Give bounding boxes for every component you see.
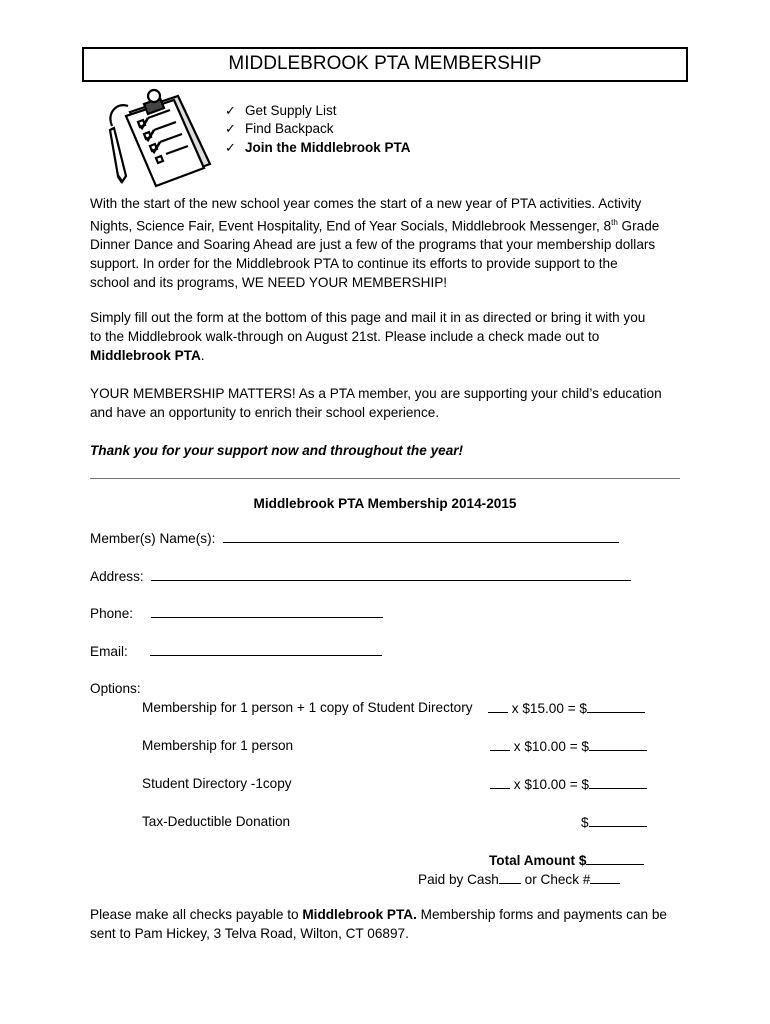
page-title: MIDDLEBROOK PTA MEMBERSHIP <box>228 53 542 74</box>
intro-paragraph: With the start of the new school year comes the start of a new year of PTA activities. Activity Nights, Science Fair, Event Hospitality, End of Year Socials, Middlebrook Messenger, 8th Grade Dinner Dance and Soaring Ahead are just a few of the programs that your membership dollars support. In order for the Middlebrook PTA to continue its efforts to provide support to the school and its programs, WE NEED YOUR MEMBERSHIP! <box>90 196 660 290</box>
checklist-item: ✓ Join the Middlebrook PTA <box>225 140 411 155</box>
option-label: Membership for 1 person <box>142 738 294 753</box>
member-names-row <box>90 530 619 546</box>
quantity-field[interactable] <box>490 776 510 789</box>
checkmark-icon: ✓ <box>225 103 236 118</box>
option-price-row: x $10.00 = $ <box>490 776 647 792</box>
option-label: Membership for 1 person + 1 copy of Student Directory <box>142 700 473 715</box>
address-field[interactable] <box>151 568 631 581</box>
email-label: Email: <box>90 644 128 659</box>
check-number-field[interactable] <box>590 871 620 884</box>
checkmark-icon: ✓ <box>225 140 236 155</box>
address-row <box>90 568 631 584</box>
member-names-field[interactable] <box>223 530 619 543</box>
option-label: Tax-Deductible Donation <box>142 814 291 829</box>
email-row <box>90 643 382 659</box>
quantity-field[interactable] <box>490 738 510 751</box>
option-price-row: x $10.00 = $ <box>490 738 647 754</box>
form-heading: Middlebrook PTA Membership 2014-2015 <box>253 496 517 511</box>
amount-field[interactable] <box>589 738 647 751</box>
footer-text: Please make all checks payable to Middlebrook PTA. Membership forms and payments can be sent to Pam Hickey, 3 Telva Road, Wilton, CT 06897. <box>90 907 667 941</box>
total-field[interactable] <box>586 852 644 865</box>
member-names-label: Member(s) Name(s): <box>90 531 216 546</box>
phone-field[interactable] <box>151 605 383 618</box>
option-price-row: x $15.00 = $ <box>488 700 645 716</box>
email-field[interactable] <box>150 643 382 656</box>
payment-method-row: Paid by Cash or Check # <box>418 871 620 887</box>
checkmark-icon: ✓ <box>225 121 236 136</box>
instructions-paragraph: Simply fill out the form at the bottom of this page and mail it in as directed or bring it with you to the Middlebrook walk-through on August 21st. Please include a check made out to Middlebrook PTA. <box>90 310 646 363</box>
phone-label: Phone: <box>90 606 134 621</box>
total-row <box>489 852 644 868</box>
quantity-field[interactable] <box>488 700 508 713</box>
amount-field[interactable] <box>589 814 647 827</box>
checklist-item: ✓ Get Supply List <box>225 103 337 118</box>
membership-matters-paragraph: YOUR MEMBERSHIP MATTERS! As a PTA member, you are supporting your child’s education and have an opportunity to enrich their school experience. <box>90 386 662 420</box>
checklist-item: ✓ Find Backpack <box>225 121 334 136</box>
phone-row <box>90 605 383 621</box>
thank-you-text: Thank you for your support now and throughout the year! <box>90 443 464 458</box>
amount-field[interactable] <box>589 776 647 789</box>
address-label: Address: <box>90 569 144 584</box>
cash-field[interactable] <box>499 871 521 884</box>
divider <box>90 478 680 479</box>
option-label: Student Directory -1copy <box>142 776 292 791</box>
options-label: Options: <box>90 681 141 696</box>
clipboard-checklist-icon <box>108 82 218 192</box>
option-price-row: $ <box>581 814 647 830</box>
total-label: Total Amount $ <box>489 853 587 868</box>
amount-field[interactable] <box>587 700 645 713</box>
